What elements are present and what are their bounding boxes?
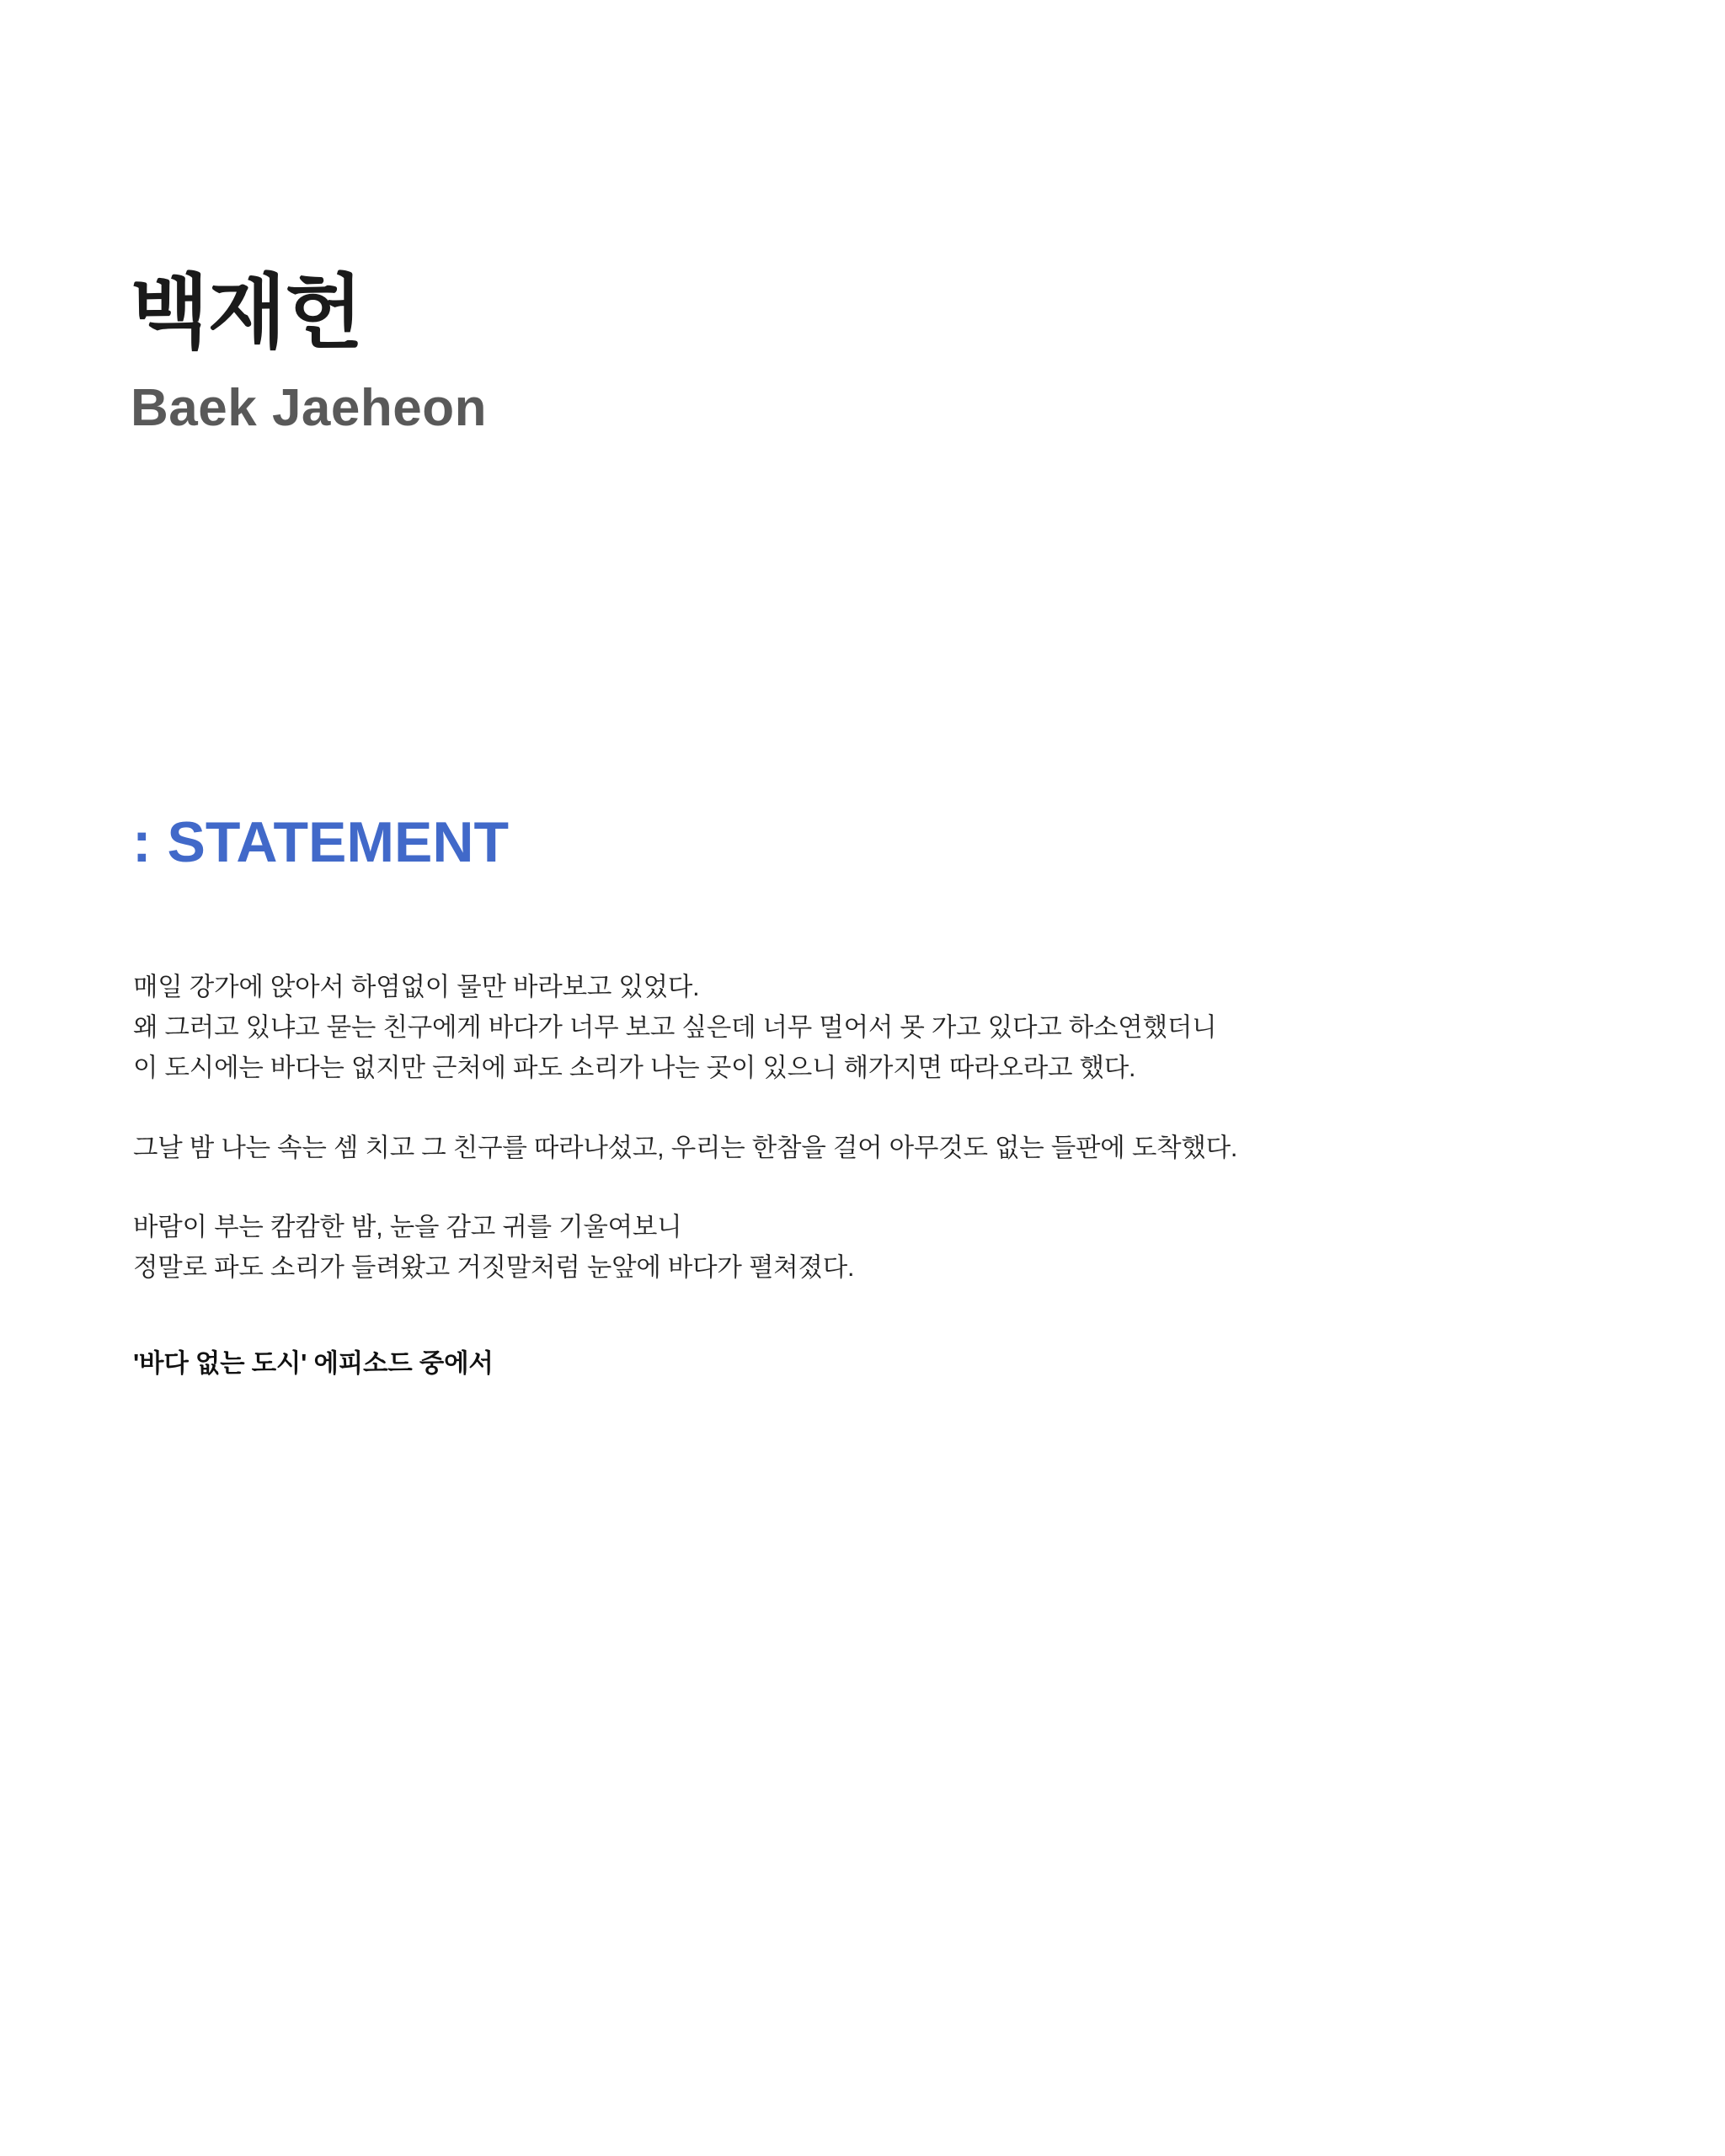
statement-heading: : STATEMENT: [132, 810, 509, 874]
statement-line: 바람이 부는 캄캄한 밤, 눈을 감고 귀를 기울여보니: [133, 1212, 682, 1241]
artist-name-korean: 백재헌: [131, 268, 363, 358]
statement-paragraph: [133, 967, 1616, 1089]
statement-line: 왜 그러고 있냐고 묻는 친구에게 바다가 너무 보고 싶은데 너무 멀어서 못 가고 있다고 하소연했더니: [133, 1013, 1217, 1043]
statement-line: 정말로 파도 소리가 들려왔고 거짓말처럼 눈앞에 바다가 펼쳐졌다.: [133, 1252, 855, 1282]
statement-body: [133, 967, 1616, 1384]
statement-line: 이 도시에는 바다는 없지만 근처에 파도 소리가 나는 곳이 있으니 해가지면 따라오라고 했다.: [133, 1054, 1136, 1083]
artist-name-english: Baek Jaeheon: [131, 378, 487, 437]
statement-source: '바다 없는 도시' 에피소드 중에서: [133, 1349, 494, 1379]
statement-line: 그날 밤 나는 속는 셈 치고 그 친구를 따라나섰고, 우리는 한참을 걸어 아무것도 없는 들판에 도착했다.: [133, 1133, 1238, 1162]
statement-paragraph: [133, 1128, 1616, 1168]
statement-paragraph: [133, 1207, 1616, 1288]
artist-name-block: [131, 268, 487, 440]
statement-line: 매일 강가에 앉아서 하염없이 물만 바라보고 있었다.: [133, 973, 700, 1001]
